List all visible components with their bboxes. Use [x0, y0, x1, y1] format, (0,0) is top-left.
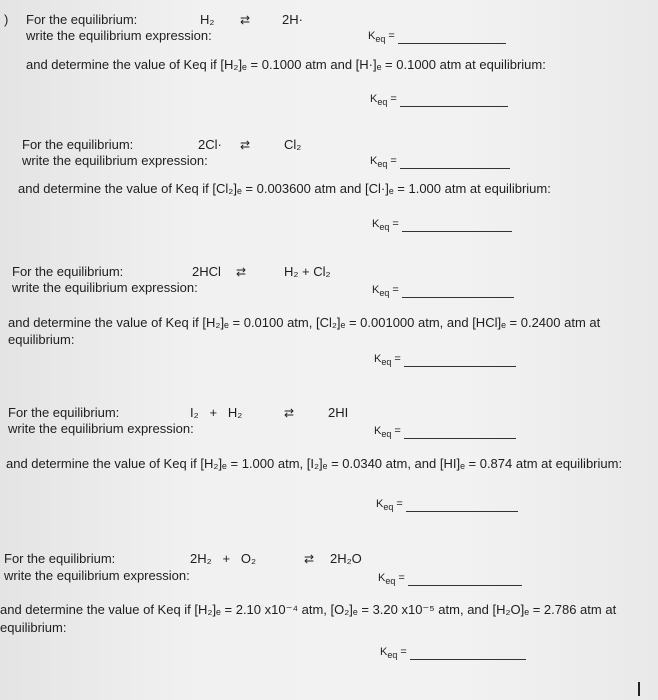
determine-prompt: and determine the value of Keq if [H₂]ₑ = 1.000 atm, [I₂]ₑ = 0.0340 atm, and [HI]ₑ = 0.874 atm at equilibrium:: [6, 456, 623, 471]
keq-value-field[interactable]: $K_{eq}$ =: [374, 351, 516, 367]
equilibrium-arrow-icon: ⇄: [236, 265, 247, 279]
problem-intro: For the equilibrium:: [22, 137, 134, 152]
keq-value-field[interactable]: $K_{eq}$ =: [376, 496, 518, 512]
keq-expression-field[interactable]: $K_{eq}$ =: [378, 570, 522, 586]
equilibrium-arrow-icon: ⇄: [240, 13, 251, 27]
equilibrium-arrow-icon: ⇄: [304, 552, 315, 566]
write-expression-prompt: write the equilibrium expression:: [12, 280, 198, 295]
left-mark: ): [4, 12, 9, 27]
write-expression-prompt: write the equilibrium expression:: [26, 28, 212, 43]
keq-expression-field[interactable]: $K_{eq}$ =: [374, 423, 516, 439]
products: Cl₂: [284, 137, 302, 152]
problem-intro: For the equilibrium:: [4, 551, 116, 566]
write-expression-prompt: write the equilibrium expression:: [22, 153, 208, 168]
reactants: I₂ + H₂: [190, 405, 243, 420]
determine-prompt: and determine the value of Keq if [Cl₂]ₑ = 0.003600 atm and [Cl·]ₑ = 1.000 atm at equilibrium:: [18, 181, 551, 196]
determine-prompt: and determine the value of Keq if [H₂]ₑ = 0.1000 atm and [H·]ₑ = 0.1000 atm at equilibrium:: [26, 57, 546, 72]
products: 2H₂O: [330, 551, 362, 566]
problem-intro: For the equilibrium:: [26, 12, 138, 27]
keq-expression-field[interactable]: $K_{eq}$ =: [368, 28, 506, 44]
reactants: 2HCl: [192, 264, 221, 279]
reactants: 2Cl·: [198, 137, 222, 152]
determine-prompt: and determine the value of Keq if [H₂]ₑ = 0.0100 atm, [Cl₂]ₑ = 0.001000 atm, and [HCl]ₑ = 0.2400 atm at equilibrium:: [8, 315, 601, 347]
equilibrium-arrow-icon: ⇄: [240, 138, 251, 152]
products: 2H·: [282, 12, 303, 27]
problem-intro: For the equilibrium:: [8, 405, 120, 420]
products: 2HI: [328, 405, 349, 420]
determine-prompt: and determine the value of Keq if [H₂]ₑ = 2.10 x10⁻⁴ atm, [O₂]ₑ = 3.20 x10⁻⁵ atm, and [H₂O]ₑ = 2.786 atm at equilibrium:: [0, 602, 617, 635]
products: H₂ + Cl₂: [284, 264, 331, 279]
reactants: 2H₂ + O₂: [190, 551, 257, 566]
keq-value-field[interactable]: $K_{eq}$ =: [380, 644, 526, 660]
write-expression-prompt: write the equilibrium expression:: [8, 421, 194, 436]
keq-expression-field[interactable]: $K_{eq}$ =: [370, 153, 510, 169]
equilibrium-arrow-icon: ⇄: [284, 406, 295, 420]
reactants: H₂: [200, 12, 215, 27]
keq-value-field[interactable]: $K_{eq}$ =: [370, 91, 508, 107]
page-edge-mark: [638, 682, 640, 696]
problem-intro: For the equilibrium:: [12, 264, 124, 279]
keq-expression-field[interactable]: $K_{eq}$ =: [372, 282, 514, 298]
write-expression-prompt: write the equilibrium expression:: [4, 568, 190, 583]
keq-value-field[interactable]: $K_{eq}$ =: [372, 216, 512, 232]
